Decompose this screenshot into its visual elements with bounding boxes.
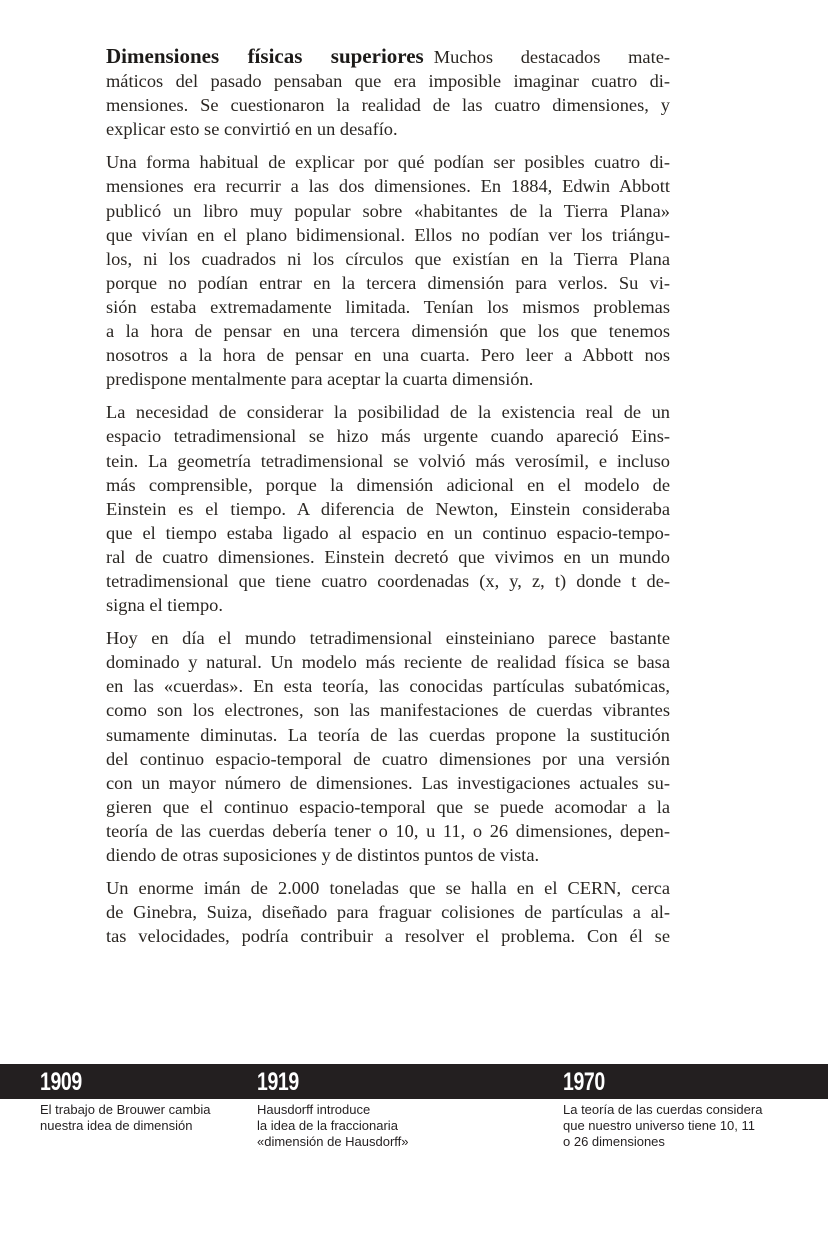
timeline-year-1909: 1909 [40, 1068, 82, 1096]
timeline-year-1919: 1919 [257, 1068, 299, 1096]
paragraph-1: Dimensiones físicas superiores Muchos destacados mate- máticos del pasado pensaban que era imposible imaginar cuatro di- mensiones. Se cuestionaron la realidad de las cuatro dimensiones, y explicar esto se convirtió en un desafío. [106, 44, 670, 140]
timeline-bar [0, 1064, 828, 1099]
paragraph-2: Una forma habitual de explicar por qué podían ser posibles cuatro di- mensiones era recurrir a las dos dimensiones. En 1884, Edwin Abbott publicó un libro muy popular sobre «habitantes de la Tierra Plana» que vivían en el plano bidimensional. Ellos no podían ver los triángu- los, ni los cuadrados ni los círculos que existían en la Tierra Plana porque no podían entrar en la tercera dimensión para verlos. Su vi- sión estaba extremadamente limitada. Tenían los mismos problemas a la hora de pensar en una tercera dimensión que los que tenemos nosotros a la hora de pensar en una cuarta. Pero leer a Abbott nos predispone mentalmente para aceptar la cuarta dimensión. [106, 152, 670, 390]
timeline-caption-1919: Hausdorff introduce la idea de la fraccionaria «dimensión de Hausdorff» [257, 1102, 409, 1150]
paragraph-4: Hoy en día el mundo tetradimensional einsteiniano parece bastante dominado y natural. Un modelo más reciente de realidad física se basa en las «cuerdas». En esta teoría, las conocidas partículas subatómicas, como son los electrones, son las manifestaciones de cuerdas vibrantes sumamente diminutas. La teoría de las cuerdas propone la sustitución del continuo espacio-temporal de cuatro dimensiones por una versión con un mayor número de dimensiones. Las investigaciones actuales su- gieren que el continuo espacio-temporal que se puede acomodar a la teoría de las cuerdas debería tener o 10, u 11, o 26 dimensiones, depen- diendo de otras suposiciones y de distintos puntos de vista. [106, 628, 670, 865]
timeline-year-1970: 1970 [563, 1068, 605, 1096]
paragraph-5: Un enorme imán de 2.000 toneladas que se halla en el CERN, cerca de Ginebra, Suiza, diseñado para fraguar colisiones de partículas a al- tas velocidades, podría contribuir a resolver el problema. Con él se [106, 878, 670, 947]
article-body [106, 44, 670, 957]
timeline-caption-1909: El trabajo de Brouwer cambia nuestra idea de dimensión [40, 1102, 211, 1134]
timeline-caption-1970: La teoría de las cuerdas considera que nuestro universo tiene 10, 11 o 26 dimensiones [563, 1102, 763, 1150]
paragraph-3: La necesidad de considerar la posibilidad de la existencia real de un espacio tetradimensional se hizo más urgente cuando apareció Eins- tein. La geometría tetradimensional se volvió más verosímil, e incluso más comprensible, porque la dimensión adicional en el modelo de Einstein es el tiempo. A diferencia de Newton, Einstein consideraba que el tiempo estaba ligado al espacio en un continuo espacio-tempo- ral de cuatro dimensiones. Einstein decretó que vivimos en un mundo tetradimensional que tiene cuatro coordenadas (x, y, z, t) donde t de- signa el tiempo. [106, 402, 670, 616]
section-heading: Dimensiones físicas superiores [106, 44, 424, 68]
